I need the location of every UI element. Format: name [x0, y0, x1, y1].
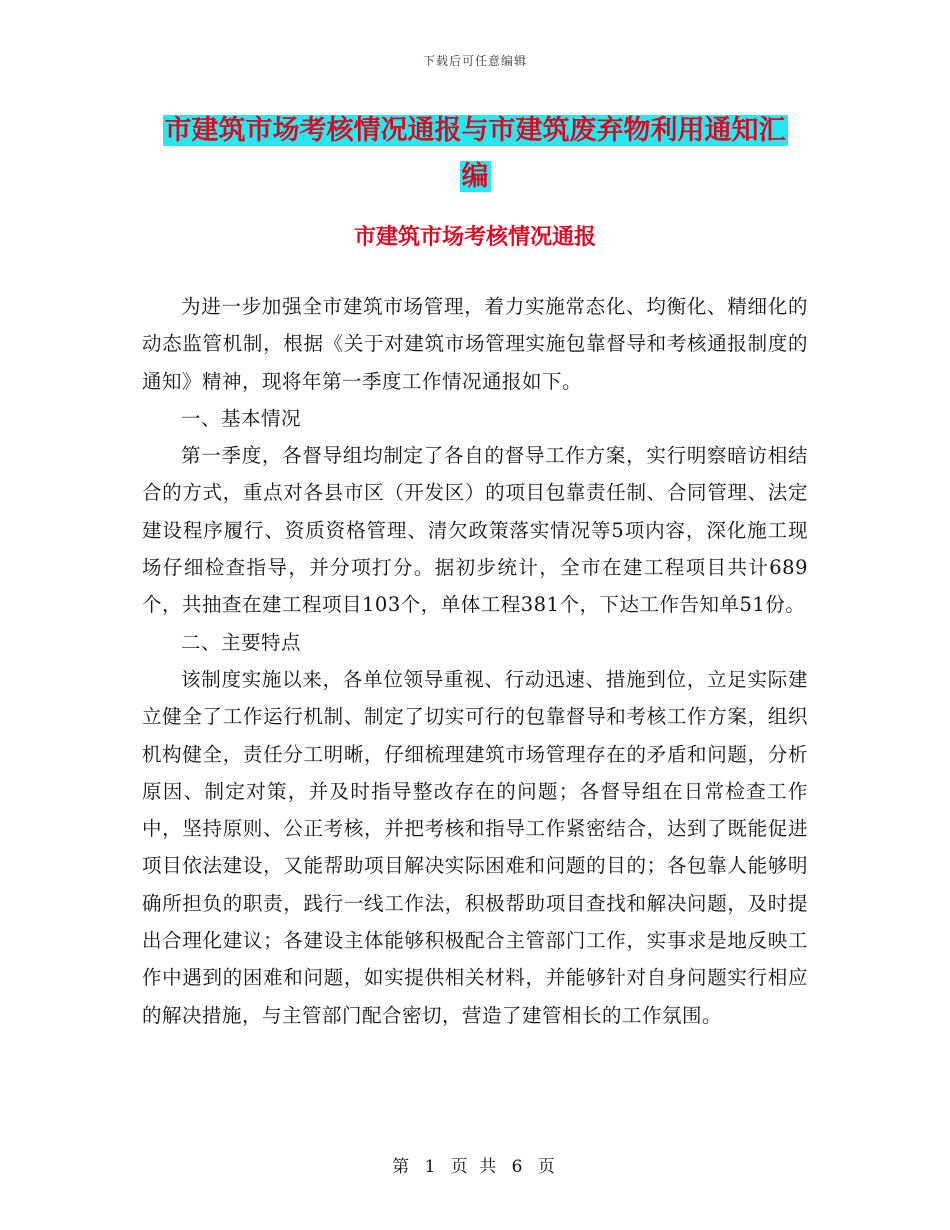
paragraph-main-features: 该制度实施以来，各单位领导重视、行动迅速、措施到位，立足实际建立健全了工作运行机制、制定了切实可行的包靠督导和考核工作方案，组织机构健全，责任分工明晰，仔细梳理建筑市场管理存在的矛盾和问题，分析原因、制定对策，并及时指导整改存在的问题；各督导组在日常检查工作中，坚持原则、公正考核，并把考核和指导工作紧密结合，达到了既能促进项目依法建设，又能帮助项目解决实际困难和问题的目的；各包靠人能够明确所担负的职责，践行一线工作法，积极帮助项目查找和解决问题，及时提出合理化建议；各建设主体能够积极配合主管部门工作，实事求是地反映工作中遇到的困难和问题，如实提供相关材料，并能够针对自身问题实行相应的解决措施，与主管部门配合密切，营造了建管相长的工作氛围。 — [142, 667, 808, 1027]
paragraph-basic-situation: 第一季度，各督导组均制定了各自的督导工作方案，实行明察暗访相结合的方式，重点对各县市区（开发区）的项目包靠责任制、合同管理、法定建设程序履行、资质资格管理、清欠政策落实情况等5项内容，深化施工现场仔细检查指导，并分项打分。据初步统计，全市在建工程项目共计689个，共抽查在建工程项目103个，单体工程381个，下达工作告知单51份。 — [142, 444, 808, 617]
page-current: 1 — [424, 1157, 439, 1177]
document-title-line2: 编 — [461, 161, 489, 192]
page-middle: 页 共 — [450, 1157, 500, 1177]
page-total: 6 — [511, 1157, 526, 1177]
paragraph-intro: 为进一步加强全市建筑市场管理，着力实施常态化、均衡化、精细化的动态监管机制，根据《关于对建筑市场管理实施包靠督导和考核通报制度的通知》精神，现将年第一季度工作情况通报如下。 — [142, 295, 808, 393]
document-title-line1: 市建筑市场考核情况通报与市建筑废弃物利用通知汇 — [164, 115, 786, 146]
page-prefix: 第 — [392, 1157, 413, 1177]
page-suffix: 页 — [537, 1157, 558, 1177]
page-number-footer — [0, 1152, 950, 1177]
heading-main-features: 二、主要特点 — [181, 630, 302, 654]
document-body — [142, 288, 808, 1034]
heading-basic-situation: 一、基本情况 — [181, 406, 302, 430]
document-title — [140, 108, 810, 200]
section-title: 市建筑市场考核情况通报 — [353, 224, 596, 250]
header-note: 下载后可任意编辑 — [422, 54, 527, 68]
